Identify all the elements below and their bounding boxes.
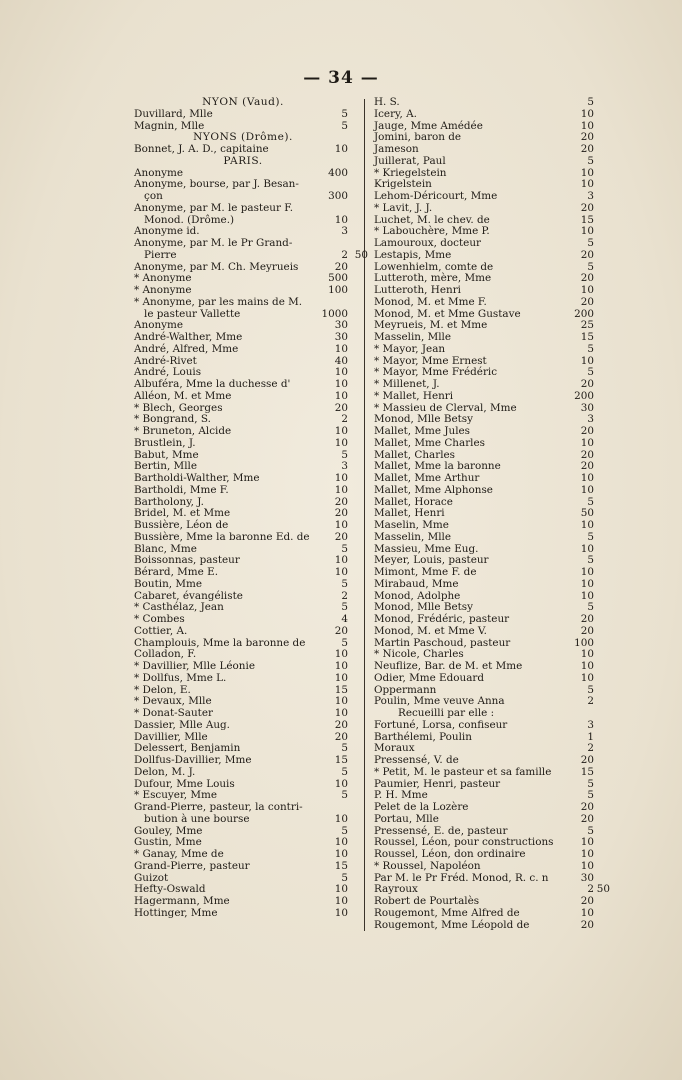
- entry-name: * Bongrand, S.: [134, 413, 211, 426]
- entry-name: * Anonyme, par les mains de M.: [134, 295, 303, 308]
- entry-name: * Mayor, Mme Ernest: [374, 354, 487, 367]
- entry-amount: 30: [334, 331, 348, 343]
- entry-name: Davillier, Mlle: [134, 730, 208, 743]
- entry-amount: 10: [580, 660, 594, 672]
- entry-name: Pressensé, E. de, pasteur: [374, 824, 508, 837]
- entry-amount: 15: [334, 754, 348, 766]
- entry-name: Meyer, Louis, pasteur: [374, 554, 489, 567]
- entry-name: Mirabaud, Mme: [374, 577, 459, 590]
- entry-amount: 25: [580, 319, 594, 332]
- entry-amount: 500: [328, 272, 348, 285]
- entry-name: * Bruneton, Alcide: [134, 425, 232, 437]
- entry-name: Mallet, Horace: [374, 495, 453, 508]
- entry-amount: 200: [574, 389, 594, 402]
- entry-name: * Anonyme: [134, 284, 192, 296]
- entry-amount: 300: [328, 190, 348, 202]
- entry-amount: 20: [580, 131, 594, 144]
- entry-name: Blanc, Mme: [134, 542, 197, 555]
- entry-amount: 15: [580, 331, 594, 343]
- entry-amount: 10: [334, 213, 348, 226]
- entry-amount: 20: [334, 507, 348, 520]
- entry-name: * Escuyer, Mme: [134, 789, 218, 802]
- entry-amount: 20: [580, 801, 594, 813]
- entry-amount: 10: [334, 483, 348, 496]
- entry-amount: 20: [334, 718, 348, 731]
- entry-amount: 2: [587, 742, 594, 755]
- entry-amount: 20: [580, 272, 594, 285]
- entry-amount: 10: [580, 848, 594, 860]
- entry-name: P. H. Mme: [374, 789, 428, 802]
- entry-name: * Nicole, Charles: [374, 648, 464, 661]
- entry-name: * Casthélaz, Jean: [134, 601, 224, 614]
- entry-amount: 5: [587, 342, 594, 355]
- entry-name: Paumier, Henri, pasteur: [374, 777, 501, 790]
- entry-name: Jomini, baron de: [374, 131, 462, 144]
- entry-amount: 10: [580, 577, 594, 590]
- entry-amount: 10: [580, 859, 594, 872]
- list-entry: [374, 920, 594, 932]
- entry-amount: 100: [574, 636, 594, 649]
- entry-name: Monod, Mlle Betsy: [374, 413, 474, 426]
- entry-name: Martin Paschoud, pasteur: [374, 636, 511, 649]
- entry-name: Robert de Pourtalès: [374, 895, 480, 907]
- entry-amount: 20: [580, 613, 594, 625]
- page-number: — 34 —: [303, 68, 379, 88]
- entry-amount: 5: [341, 742, 348, 755]
- entry-amount: 5: [587, 154, 594, 167]
- entry-amount: 3: [341, 460, 348, 473]
- list-entry: [134, 908, 352, 920]
- entry-name: * Donat-Sauter: [134, 707, 213, 719]
- entry-name: Massieu, Mme Eug.: [374, 542, 479, 555]
- entry-amount: 10: [334, 566, 348, 578]
- entry-amount: 10: [334, 389, 348, 402]
- entry-amount: 10: [580, 107, 594, 120]
- entry-amount: 5: [341, 448, 348, 461]
- entry-amount: 30: [580, 401, 594, 414]
- entry-name: * Anonyme: [134, 272, 192, 285]
- entry-name: Bartholdi, Mme F.: [134, 483, 229, 496]
- entry-amount: 5: [587, 366, 594, 379]
- entry-name: Oppermann: [374, 683, 437, 696]
- entry-amount: 15: [334, 859, 348, 872]
- entry-amount: 10: [580, 589, 594, 602]
- entry-name: Mallet, Henri: [374, 507, 445, 520]
- entry-amount: 3: [587, 413, 594, 426]
- entry-amount: 10: [334, 883, 348, 896]
- entry-amount: 5: [341, 765, 348, 778]
- entry-name: * Mayor, Jean: [374, 342, 446, 355]
- entry-amount: 3: [587, 718, 594, 731]
- entry-amount: 5: [341, 789, 348, 802]
- entry-name: André-Rivet: [134, 354, 197, 367]
- entry-amount: 5: [587, 554, 594, 567]
- entry-amount: 10: [580, 519, 594, 531]
- entry-amount: 10: [580, 178, 594, 191]
- entry-amount: 15: [334, 683, 348, 696]
- entry-amount: 5: [587, 495, 594, 508]
- entry-amount: 10: [334, 342, 348, 355]
- entry-amount: 10: [580, 166, 594, 179]
- entry-amount: 30: [334, 319, 348, 332]
- entry-amount: 2: [341, 413, 348, 426]
- entry-amount: 5: [587, 777, 594, 790]
- entry-cents: 50: [596, 883, 610, 896]
- entry-name: * Combes: [134, 613, 185, 625]
- entry-name: Roussel, Léon, pour constructions: [374, 836, 554, 849]
- entry-name: Mallet, Charles: [374, 448, 456, 461]
- entry-amount: 10: [580, 671, 594, 684]
- entry-amount: 5: [587, 260, 594, 273]
- entry-amount: 15: [580, 213, 594, 226]
- entry-name: * Massieu de Clerval, Mme: [374, 401, 517, 414]
- entry-name: Delessert, Benjamin: [134, 742, 241, 755]
- entry-amount: 40: [334, 354, 348, 367]
- entry-name: Mallet, Mme Arthur: [374, 472, 480, 484]
- entry-amount: 20: [580, 378, 594, 390]
- entry-name: André, Louis: [134, 366, 202, 379]
- entry-name: Monod, Mlle Betsy: [374, 601, 474, 614]
- right-column: [374, 96, 610, 931]
- entry-name: Recueilli par elle :: [398, 707, 495, 719]
- entry-name: Gustin, Mme: [134, 836, 202, 849]
- entry-name: * Blech, Georges: [134, 401, 223, 414]
- entry-name: Par M. le Pr Fréd. Monod, R. c. n: [374, 871, 549, 884]
- entry-name: Anonyme: [134, 166, 184, 179]
- entry-amount: 1: [587, 730, 594, 743]
- entry-amount: 10: [580, 436, 594, 449]
- entry-name: Jauge, Mme Amédée: [374, 119, 483, 132]
- entry-amount: 400: [328, 166, 348, 179]
- entry-name: Dassier, Mlle Aug.: [134, 718, 230, 731]
- entry-name: Monod, Frédéric, pasteur: [374, 613, 510, 625]
- left-column: [134, 96, 368, 920]
- column-divider: [364, 99, 365, 931]
- entry-name: Gouley, Mme: [134, 824, 203, 837]
- entry-amount: 10: [334, 366, 348, 379]
- entry-name: Colladon, F.: [134, 648, 197, 661]
- entry-amount: 20: [580, 143, 594, 155]
- entry-name: Icery, A.: [374, 107, 417, 120]
- entry-name: Roussel, Léon, don ordinaire: [374, 848, 526, 860]
- entry-name: Luchet, M. le chev. de: [374, 213, 490, 226]
- entry-name: Lestapis, Mme: [374, 248, 452, 261]
- entry-name: Odier, Mme Edouard: [374, 671, 485, 684]
- entry-amount: 10: [334, 848, 348, 860]
- entry-name: Anonyme, par M. le Pr Grand-: [134, 237, 293, 249]
- entry-name: Champlouis, Mme la baronne de: [134, 636, 306, 649]
- entry-amount: 10: [580, 836, 594, 849]
- entry-name: * Labouchère, Mme P.: [374, 225, 490, 238]
- entry-amount: 20: [580, 895, 594, 907]
- entry-amount: 20: [334, 730, 348, 743]
- entry-amount: 10: [334, 660, 348, 672]
- entry-name: Boutin, Mme: [134, 577, 203, 590]
- entry-name: Monod, M. et Mme V.: [374, 624, 487, 637]
- entry-amount: 5: [587, 237, 594, 249]
- entry-amount: 5: [341, 119, 348, 132]
- entry-name: Fortuné, Lorsa, confiseur: [374, 718, 508, 731]
- entry-name: Masselin, Mlle: [374, 331, 452, 343]
- entry-name: bution à une bourse: [144, 812, 250, 825]
- entry-name: André-Walther, Mme: [134, 331, 243, 343]
- entry-name: Cottier, A.: [134, 624, 188, 637]
- entry-name: Hottinger, Mme: [134, 906, 218, 919]
- entry-name: Rougemont, Mme Léopold de: [374, 918, 530, 931]
- entry-name: * Davillier, Mlle Léonie: [134, 660, 255, 672]
- entry-name: Poulin, Mme veuve Anna: [374, 695, 505, 708]
- entry-amount: 5: [341, 107, 348, 120]
- entry-name: Monod, Adolphe: [374, 589, 461, 602]
- entry-name: * Delon, E.: [134, 683, 191, 696]
- entry-amount: 10: [334, 707, 348, 719]
- entry-amount: 10: [334, 671, 348, 684]
- entry-name: Delon, M. J.: [134, 765, 196, 778]
- entry-name: Mimont, Mme F. de: [374, 566, 477, 578]
- entry-amount: 10: [580, 225, 594, 238]
- entry-amount: 5: [341, 577, 348, 590]
- entry-amount: 2: [587, 883, 594, 896]
- entry-name: Bartholony, J.: [134, 495, 204, 508]
- entry-amount: 10: [334, 436, 348, 449]
- entry-name: Portau, Mlle: [374, 812, 439, 825]
- entry-name: Mallet, Mme la baronne: [374, 460, 501, 473]
- entry-name: Pressensé, V. de: [374, 754, 459, 766]
- entry-amount: 5: [341, 871, 348, 884]
- entry-name: Babut, Mme: [134, 448, 199, 461]
- entry-amount: 5: [341, 824, 348, 837]
- entry-name: Lehom-Déricourt, Mme: [374, 190, 498, 202]
- entry-amount: 10: [580, 119, 594, 132]
- entry-name: Masselin, Mlle: [374, 530, 452, 543]
- entry-amount: 1000: [321, 307, 348, 320]
- entry-amount: 30: [580, 871, 594, 884]
- entry-name: çon: [144, 190, 163, 202]
- entry-name: Juillerat, Paul: [374, 154, 446, 167]
- entry-amount: 5: [341, 601, 348, 614]
- entry-amount: 15: [580, 765, 594, 778]
- entry-name: Dollfus-Davillier, Mme: [134, 754, 252, 766]
- entry-amount: 20: [580, 295, 594, 308]
- entry-amount: 20: [580, 425, 594, 437]
- entry-name: Lutteroth, mère, Mme: [374, 272, 492, 285]
- entry-amount: 4: [341, 613, 348, 625]
- entry-name: Magnin, Mlle: [134, 119, 205, 132]
- entry-name: Hagermann, Mme: [134, 895, 230, 907]
- entry-name: Anonyme, bourse, par J. Besan-: [134, 178, 299, 191]
- entry-amount: 10: [580, 566, 594, 578]
- entry-name: * Mallet, Henri: [374, 389, 454, 402]
- entry-amount: 5: [587, 601, 594, 614]
- entry-amount: 5: [587, 530, 594, 543]
- entry-name: Monod. (Drôme.): [144, 213, 235, 226]
- entry-amount: 10: [334, 836, 348, 849]
- entry-amount: 20: [334, 530, 348, 543]
- entry-name: Monod, M. et Mme Gustave: [374, 307, 521, 320]
- entry-name: NYON (Vaud).: [202, 96, 284, 108]
- entry-name: Neuflize, Bar. de M. et Mme: [374, 660, 523, 672]
- entry-amount: 20: [580, 448, 594, 461]
- entry-name: Maselin, Mme: [374, 519, 449, 531]
- entry-name: Mallet, Mme Alphonse: [374, 483, 493, 496]
- entry-name: Hefty-Oswald: [134, 883, 206, 896]
- entry-name: H. S.: [374, 96, 400, 108]
- entry-amount: 10: [334, 554, 348, 567]
- entry-amount: 10: [334, 906, 348, 919]
- entry-name: * Ganay, Mme de: [134, 848, 224, 860]
- entry-amount: 2: [341, 589, 348, 602]
- entry-amount: 2: [587, 695, 594, 708]
- entry-name: * Petit, M. le pasteur et sa famille: [374, 765, 552, 778]
- entry-amount: 10: [334, 695, 348, 708]
- entry-name: Anonyme, par M. le pasteur F.: [134, 201, 294, 214]
- entry-amount: 10: [334, 378, 348, 390]
- entry-name: Bonnet, J. A. D., capitaine: [134, 143, 269, 155]
- entry-amount: 10: [580, 472, 594, 484]
- list-entry: [134, 179, 352, 191]
- entry-name: Duvillard, Mlle: [134, 107, 213, 120]
- entry-amount: 10: [334, 143, 348, 155]
- entry-name: Rayroux: [374, 883, 418, 896]
- entry-name: Pierre: [144, 248, 177, 261]
- entry-name: Brustlein, J.: [134, 436, 196, 449]
- entry-name: Grand-Pierre, pasteur: [134, 859, 250, 872]
- entry-amount: 20: [580, 918, 594, 931]
- entry-name: Mallet, Mme Charles: [374, 436, 485, 449]
- entry-amount: 20: [334, 401, 348, 414]
- entry-amount: 200: [574, 307, 594, 320]
- entry-name: Dufour, Mme Louis: [134, 777, 235, 790]
- entry-amount: 5: [587, 683, 594, 696]
- entry-amount: 5: [341, 636, 348, 649]
- entry-amount: 20: [334, 260, 348, 273]
- entry-name: Lowenhielm, comte de: [374, 260, 494, 273]
- entry-amount: 20: [580, 460, 594, 473]
- entry-amount: 3: [587, 190, 594, 202]
- entry-name: Krigelstein: [374, 178, 432, 191]
- entry-name: * Millenet, J.: [374, 378, 440, 390]
- entry-name: Anonyme, par M. Ch. Meyrueis: [134, 260, 299, 273]
- entry-amount: 10: [580, 906, 594, 919]
- entry-amount: 3: [341, 225, 348, 238]
- entry-name: Moraux: [374, 742, 415, 755]
- entry-amount: 20: [580, 248, 594, 261]
- entry-cents: 50: [354, 248, 368, 261]
- entry-name: * Mayor, Mme Frédéric: [374, 366, 498, 379]
- entry-amount: 10: [334, 519, 348, 531]
- entry-amount: 10: [580, 648, 594, 661]
- entry-name: Mallet, Mme Jules: [374, 425, 471, 437]
- entry-amount: 20: [580, 812, 594, 825]
- entry-amount: 20: [580, 201, 594, 214]
- entry-amount: 10: [580, 354, 594, 367]
- entry-name: Albuféra, Mme la duchesse d': [134, 378, 291, 390]
- entry-name: Lutteroth, Henri: [374, 284, 461, 296]
- entry-amount: 10: [580, 284, 594, 296]
- entry-amount: 5: [587, 824, 594, 837]
- entry-amount: 20: [334, 495, 348, 508]
- entry-name: Cabaret, évangéliste: [134, 589, 243, 602]
- entry-name: Lamouroux, docteur: [374, 237, 481, 249]
- entry-amount: 5: [587, 96, 594, 108]
- entry-amount: 10: [334, 648, 348, 661]
- entry-name: * Kriegelstein: [374, 166, 447, 179]
- entry-name: Alléon, M. et Mme: [134, 389, 232, 402]
- entry-amount: 10: [334, 425, 348, 437]
- entry-name: Bussière, Mme la baronne Ed. de: [134, 530, 310, 543]
- entry-amount: 10: [580, 483, 594, 496]
- entry-name: Rougemont, Mme Alfred de: [374, 906, 520, 919]
- entry-name: Bérard, Mme E.: [134, 566, 219, 578]
- entry-amount: 20: [580, 624, 594, 637]
- entry-amount: 20: [580, 754, 594, 766]
- entry-name: le pasteur Vallette: [144, 307, 241, 320]
- entry-name: Boissonnas, pasteur: [134, 554, 240, 567]
- entry-name: Pelet de la Lozère: [374, 801, 469, 813]
- entry-name: Bussière, Léon de: [134, 519, 229, 531]
- entry-amount: 10: [334, 777, 348, 790]
- entry-name: Anonyme id.: [134, 225, 200, 238]
- entry-name: * Devaux, Mlle: [134, 695, 212, 708]
- entry-amount: 10: [334, 472, 348, 484]
- entry-amount: 100: [328, 284, 348, 296]
- entry-name: Jameson: [374, 143, 419, 155]
- entry-name: PARIS.: [223, 154, 263, 167]
- entry-name: Meyrueis, M. et Mme: [374, 319, 488, 332]
- entry-amount: 5: [587, 789, 594, 802]
- entry-amount: 10: [580, 542, 594, 555]
- entry-name: Grand-Pierre, pasteur, la contri-: [134, 801, 303, 813]
- entry-name: * Roussel, Napoléon: [374, 859, 481, 872]
- entry-name: Guizot: [134, 871, 169, 884]
- entry-name: NYONS (Drôme).: [193, 131, 293, 144]
- entry-amount: 10: [334, 812, 348, 825]
- entry-amount: 2: [341, 248, 348, 261]
- entry-amount: 10: [334, 895, 348, 907]
- entry-name: Bartholdi-Walther, Mme: [134, 472, 260, 484]
- entry-name: Anonyme: [134, 319, 184, 332]
- entry-name: André, Alfred, Mme: [134, 342, 239, 355]
- entry-name: Barthélemi, Poulin: [374, 730, 472, 743]
- entry-amount: 5: [341, 542, 348, 555]
- entry-name: Bridel, M. et Mme: [134, 507, 231, 520]
- entry-name: Bertin, Mlle: [134, 460, 197, 473]
- entry-name: Monod, M. et Mme F.: [374, 295, 487, 308]
- entry-name: * Dollfus, Mme L.: [134, 671, 227, 684]
- entry-name: * Lavit, J. J.: [374, 201, 433, 214]
- entry-amount: 50: [580, 507, 594, 520]
- entry-amount: 20: [334, 624, 348, 637]
